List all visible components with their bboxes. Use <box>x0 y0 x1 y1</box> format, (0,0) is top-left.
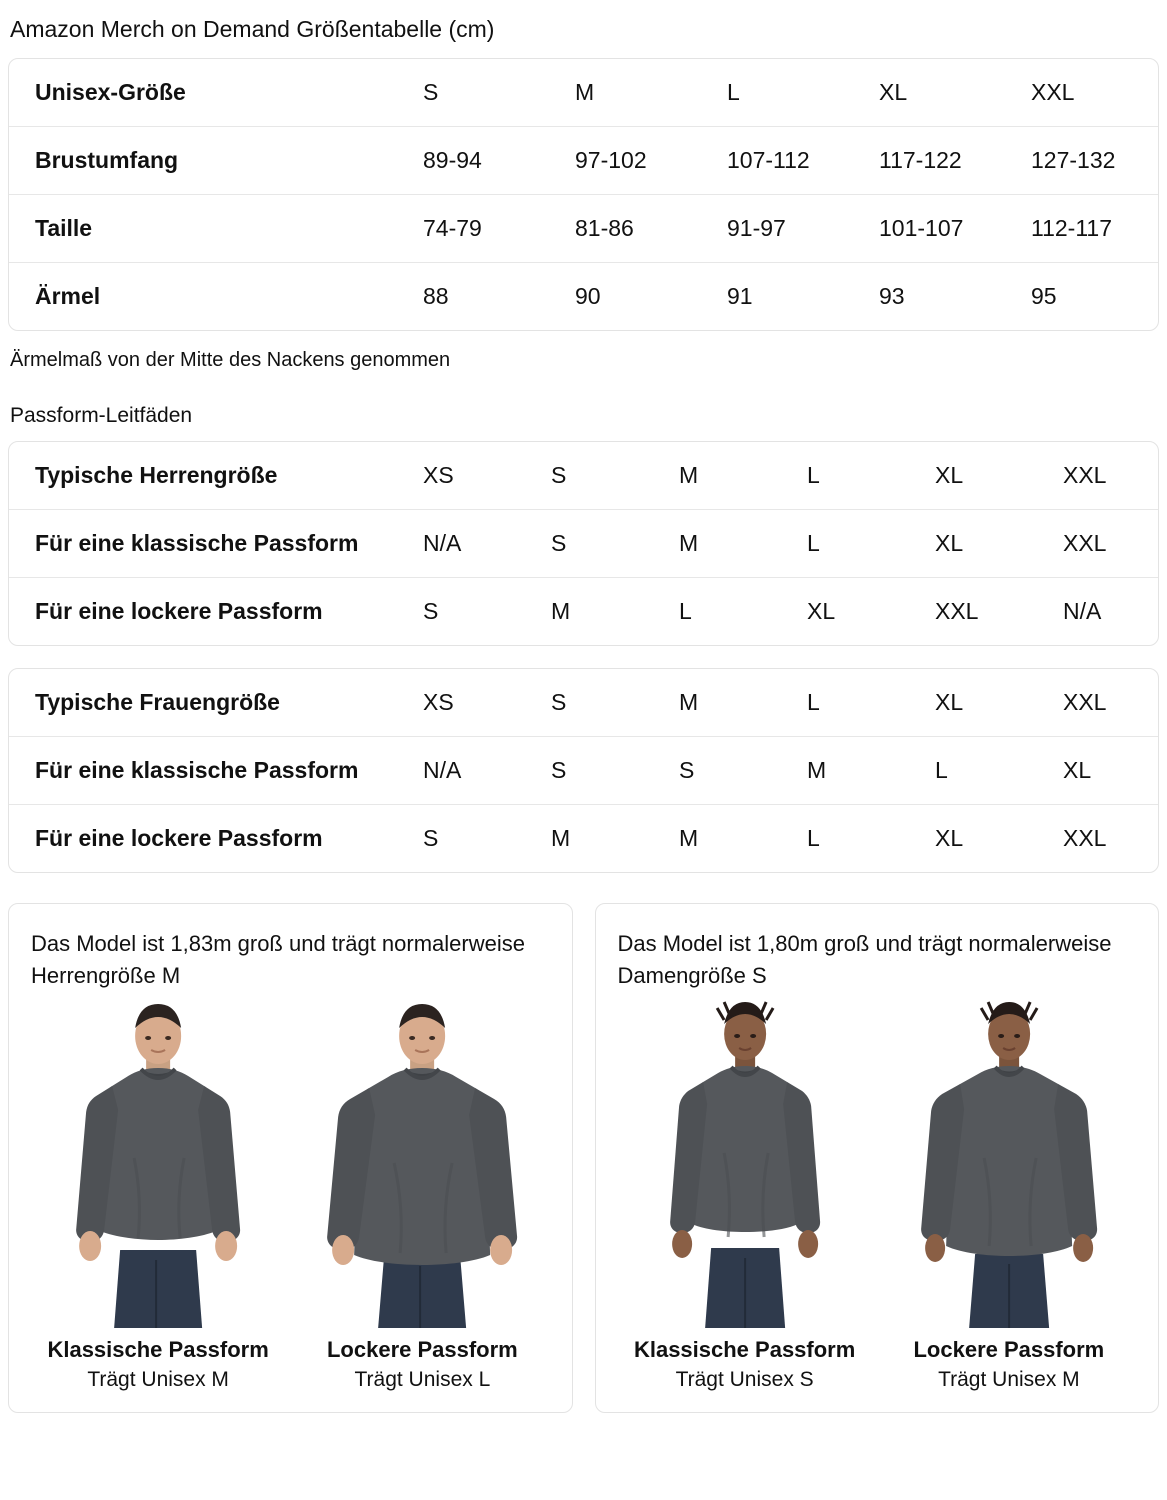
figure-subtitle: Trägt Unisex S <box>675 1368 814 1391</box>
cell: M <box>575 79 595 105</box>
womens-fit-guide-card <box>8 668 1159 873</box>
cell: S <box>665 737 793 805</box>
cell: L <box>665 578 793 646</box>
figure-subtitle: Trägt Unisex M <box>87 1368 229 1391</box>
table-row <box>9 442 1159 510</box>
cell: L <box>807 689 820 715</box>
row-label: Für eine lockere Passform <box>9 805 409 873</box>
row-label: Für eine klassische Passform <box>9 510 409 578</box>
cell: 127-132 <box>1017 127 1159 195</box>
cell: 97-102 <box>561 127 713 195</box>
model-illustrations <box>8 903 1159 1413</box>
fit-guides-label: Passform-Leitfäden <box>10 404 193 427</box>
cell: XL <box>921 805 1049 873</box>
table-row <box>9 59 1159 127</box>
cell: N/A <box>409 510 537 578</box>
cell: S <box>409 578 537 646</box>
cell: XXL <box>1031 79 1075 105</box>
cell: 91 <box>713 263 865 331</box>
cell: L <box>921 737 1049 805</box>
cell: M <box>537 805 665 873</box>
cell: 112-117 <box>1017 195 1159 263</box>
cell: M <box>793 737 921 805</box>
female-figures <box>618 998 1137 1394</box>
figure-title: Klassische Passform <box>633 1337 856 1362</box>
cell: XL <box>793 578 921 646</box>
cell: XXL <box>1049 805 1159 873</box>
figure-female-relaxed <box>882 998 1136 1394</box>
cell: 88 <box>409 263 561 331</box>
cell: 74-79 <box>409 195 561 263</box>
female-classic-fit-illustration <box>618 998 872 1328</box>
cell: M <box>679 462 699 488</box>
womens-fit-table <box>9 669 1159 872</box>
row-label: Taille <box>9 195 409 263</box>
cell: XXL <box>921 578 1049 646</box>
cell: 95 <box>1017 263 1159 331</box>
table-row <box>9 510 1159 578</box>
cell: S <box>423 79 439 105</box>
row-label: Brustumfang <box>9 127 409 195</box>
mens-fit-guide-card <box>8 441 1159 646</box>
male-classic-fit-illustration <box>31 998 285 1328</box>
figure-male-classic <box>31 998 285 1394</box>
row-label: Typische Herrengröße <box>35 462 278 488</box>
table-row <box>9 127 1159 195</box>
sleeve-measure-note: Ärmelmaß von der Mitte des Nackens genommen <box>10 349 451 371</box>
row-label: Unisex-Größe <box>35 79 186 105</box>
cell: 107-112 <box>713 127 865 195</box>
female-model-caption: Das Model ist 1,80m groß und trägt normalerweise Damengröße S <box>617 931 1112 988</box>
male-model-card <box>8 903 573 1413</box>
cell: 89-94 <box>409 127 561 195</box>
cell: 90 <box>561 263 713 331</box>
figure-female-classic <box>618 998 872 1394</box>
row-label: Für eine klassische Passform <box>9 737 409 805</box>
cell: M <box>665 510 793 578</box>
spacer <box>8 646 1159 668</box>
cell: N/A <box>409 737 537 805</box>
cell: 91-97 <box>713 195 865 263</box>
row-label: Ärmel <box>9 263 409 331</box>
cell: XL <box>935 462 964 488</box>
cell: XS <box>423 689 454 715</box>
table-row <box>9 669 1159 737</box>
figure-subtitle: Trägt Unisex L <box>354 1368 491 1391</box>
male-relaxed-fit-illustration <box>295 998 549 1328</box>
table-row <box>9 805 1159 873</box>
cell: S <box>551 689 567 715</box>
cell: S <box>537 510 665 578</box>
figure-title: Lockere Passform <box>326 1337 518 1362</box>
cell: 117-122 <box>865 127 1017 195</box>
cell: XXL <box>1063 462 1107 488</box>
cell: XL <box>935 689 964 715</box>
figure-title: Lockere Passform <box>913 1337 1105 1362</box>
female-relaxed-fit-illustration <box>882 998 1136 1328</box>
cell: 93 <box>865 263 1017 331</box>
cell: N/A <box>1049 578 1159 646</box>
cell: L <box>793 510 921 578</box>
cell: XXL <box>1049 510 1159 578</box>
cell: XS <box>423 462 454 488</box>
row-label: Für eine lockere Passform <box>9 578 409 646</box>
male-figures <box>31 998 550 1394</box>
cell: 101-107 <box>865 195 1017 263</box>
table-row <box>9 737 1159 805</box>
cell: L <box>727 79 740 105</box>
measurement-table <box>9 59 1159 330</box>
cell: L <box>807 462 820 488</box>
cell: S <box>409 805 537 873</box>
cell: S <box>551 462 567 488</box>
page-title: Amazon Merch on Demand Größentabelle (cm) <box>10 16 495 42</box>
male-model-caption: Das Model ist 1,83m groß und trägt normalerweise Herrengröße M <box>31 931 525 988</box>
cell: XL <box>1049 737 1159 805</box>
table-row <box>9 263 1159 331</box>
cell: L <box>793 805 921 873</box>
cell: M <box>537 578 665 646</box>
mens-fit-table <box>9 442 1159 645</box>
row-label: Typische Frauengröße <box>35 689 280 715</box>
cell: M <box>679 689 699 715</box>
cell: M <box>665 805 793 873</box>
cell: 81-86 <box>561 195 713 263</box>
cell: XXL <box>1063 689 1107 715</box>
measurement-table-card <box>8 58 1159 331</box>
cell: S <box>537 737 665 805</box>
table-row <box>9 578 1159 646</box>
cell: XL <box>921 510 1049 578</box>
female-model-card <box>595 903 1160 1413</box>
figure-title: Klassische Passform <box>47 1337 269 1362</box>
cell: XL <box>879 79 908 105</box>
figure-male-relaxed <box>295 998 549 1394</box>
table-row <box>9 195 1159 263</box>
figure-subtitle: Trägt Unisex M <box>938 1368 1080 1391</box>
